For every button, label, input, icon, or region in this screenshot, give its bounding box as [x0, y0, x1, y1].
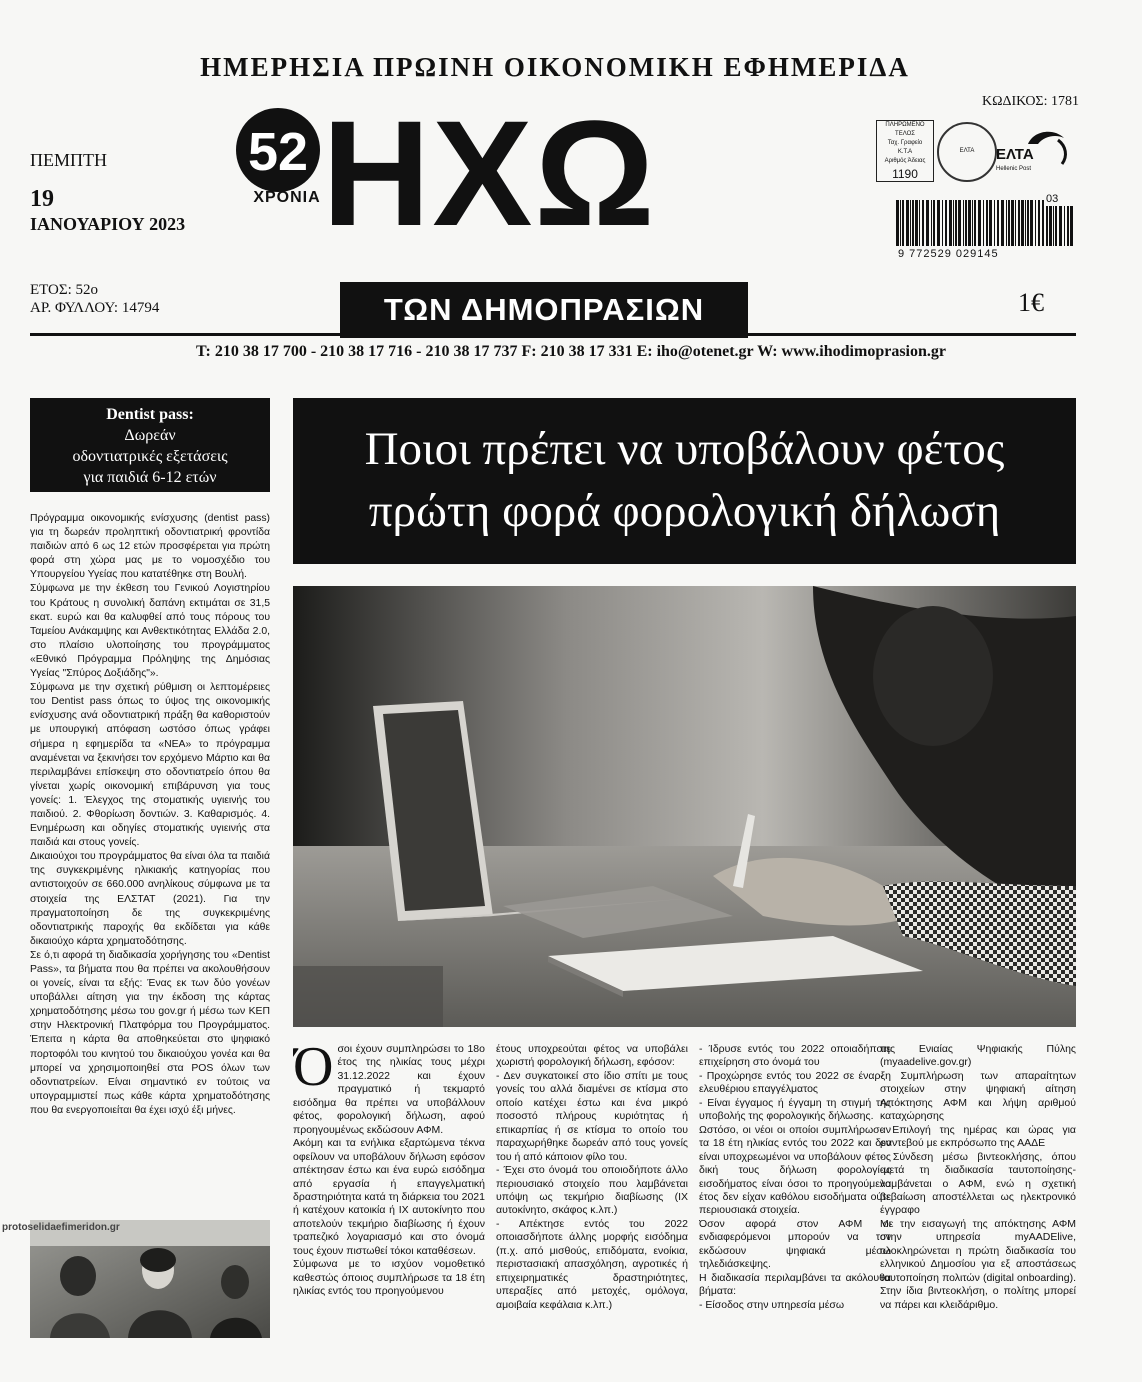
stamp-line: Αριθμός Άδειας	[884, 158, 926, 164]
badge-number: 52	[247, 122, 309, 182]
elta-logo-text: ΕΛΤΑ	[996, 146, 1034, 163]
article-paragraph: - Ίδρυσε εντός του 2022 οποιαδήποτε επιχείρηση στο όνομά του	[699, 1043, 891, 1069]
sidebar-paragraph: Σε ό,τι αφορά τη διαδικασία χορήγησης του «Dentist Pass», τα βήματα που θα πρέπει να ακολουθήσουν οι γονείς, είναι τα εξής: Ένας εκ των δύο γονέων υποβάλλει αίτηση για την έκδοση της κάρτας χρηματοδότησης μέσω του gov.gr ή μέσω των ΚΕΠ στην Ηλεκτρονική Πλατφόρμα του Προγράμματος. Έπειτα η κάρτα θα αποθηκεύεται στο ψηφιακό πορτοφόλι του κινητού του δικαιούχου γονέα και θα μπορεί να χρησιμοποιηθεί στα POS όλων των οδοντιατρείων. Είναι σημαντικό εν τούτοις να υπογραμμιστεί πως κάθε κάρτα χρηματοδότησης που θα ενεργοποιείται θα έχει ισχύ έξι μήνες.	[30, 949, 270, 1116]
article-paragraph: έτους υποχρεούται φέτος να υποβάλει χωριστή φορολογική δήλωση, εφόσον:	[496, 1043, 688, 1069]
article-column-2	[496, 1043, 688, 1353]
tagline: ΗΜΕΡΗΣΙΑ ΠΡΩΙΝΗ ΟΙΚΟΝΟΜΙΚΗ ΕΦΗΜΕΡΙΔΑ	[200, 52, 910, 82]
year-line: ΕΤΟΣ: 52ο	[30, 282, 99, 298]
article-paragraph: - Δεν συγκατοικεί στο ίδιο σπίτι με τους γονείς του αλλά διαμένει σε κτίσμα στο οποίο κατέχει έστω και ένα μικρό ποσοστό πλήρους κυριότητας ή επικαρπίας ή σε κτίσμα το οποίο του παραχωρήθηκε δωρεάν από τους γονείς του ή από κάποιον φίλο του.	[496, 1069, 688, 1163]
article-paragraph: Ωστόσο, οι νέοι οι οποίοι συμπλήρωσαν τα 18 έτη ηλικίας εντός του 2022 και δεν είναι υποχρεωμένοι να υποβάλουν φέτος δική τους δήλωση φορολογίας εισοδήματος είναι όσοι το προηγούμενο έτος δεν είχαν καθόλου εισοδήματα ούτε περιουσιακά στοιχεία.	[699, 1123, 891, 1217]
sidebar-subtitle-line: για παιδιά 6-12 ετών	[83, 469, 217, 486]
article-paragraph: - Επιλογή της ημέρας και ώρας για ραντεβού με εκπρόσωπο της ΑΑΔΕ	[880, 1123, 1076, 1150]
product-code: ΚΩΔΙΚΟΣ: 1781	[982, 94, 1079, 109]
headline-line: πρώτη φορά φορολογική δήλωση	[368, 485, 1001, 537]
article-paragraph: - Είσοδος στην υπηρεσία μέσω	[699, 1298, 845, 1311]
masthead-title[interactable]: ΗΧΩ	[322, 89, 657, 257]
headline-line: Ποιοι πρέπει να υποβάλουν φέτος	[364, 423, 1005, 475]
postmark-stamp: ΕΛΤΑ	[937, 122, 997, 182]
article-paragraph: - Σύνδεση μέσω βιντεοκλήσης, όπου -μετά τη διαδικασία ταυτοποίησης- λαμβάνεται ο ΑΦΜ, ενώ η σχετική βεβαίωση αποστέλλεται ως ηλεκτρονικό έγγραφο	[880, 1150, 1076, 1217]
month-year: ΙΑΝΟΥΑΡΙΟΥ 2023	[30, 214, 186, 234]
stamp-line: ΠΛΗΡΩΜΕΝΟ	[885, 122, 925, 128]
article-paragraph: - Είναι έγγαμος ή έγγαμη τη στιγμή της υποβολής της φορολογικής δήλωσης.	[699, 1096, 891, 1123]
article-paragraph: Η διαδικασία περιλαμβάνει τα ακόλουθα βήματα:	[699, 1271, 891, 1298]
paid-postage-stamp	[876, 120, 934, 182]
article-column-4	[880, 1043, 1076, 1353]
stamp-line: Ταχ. Γραφείο	[887, 140, 923, 146]
sidebar-article	[30, 512, 270, 1318]
article-paragraph: Όσον αφορά στον ΑΦΜ οι ενδιαφερόμενοι μπορούν να τον εκδώσουν ψηφιακά μέσω τηλεδιάσκεψης.	[699, 1217, 891, 1271]
sidebar-photo-children	[30, 1220, 270, 1338]
article-paragraph: Σύμφωνα με το ισχύον νομοθετικό καθεστώς όποιος συμπλήρωσε τα 18 έτη ηλικίας εντός του προηγούμενου	[293, 1258, 485, 1298]
masthead-subtitle: ΤΩΝ ΔΗΜΟΠΡΑΣΙΩΝ	[340, 282, 748, 338]
article-paragraph: - Απέκτησε εντός του 2022 οποιασδήποτε άλλης μορφής εισόδημα (π.χ. από μισθούς, επιδόματα, ενοίκια, περιστασιακή απασχόληση, αγροτικές ή επιχειρηματικές δραστηριότητες, υπεραξίες από μετοχές, ομόλογα, αμοιβαία κεφάλαια κ.λπ.)	[496, 1217, 688, 1311]
sidebar-paragraph: Δικαιούχοι του προγράμματος θα είναι όλα τα παιδιά της συγκεκριμένης ηλικιακής κατηγορίας που αντιστοιχούν σε 660.000 ανηλίκους σύμφωνα με τα στοιχεία της ΕΛΣΤΑΤ (2021). Για την πραγματοποίηση δε της συγκεκριμένης οδοντιατρικής παροχής θα εκδίδεται για κάθε δικαιούχο κάρτα χρηματοδότησης.	[30, 851, 270, 947]
stamp-line: ΤΕΛΟΣ	[895, 131, 915, 137]
article-paragraph: σοι έχουν συμπληρώσει το 18ο έτος της ηλικίας τους μέχρι 31.12.2022 και έχουν πραγματικό ή τεκμαρτό εισόδημα θα πρέπει να υποβάλλουν φέτος, φορολογική δήλωση, αφού προηγουμένως εκδώσουν ΑΦΜ.	[293, 1043, 485, 1136]
article-paragraph: Ακόμη και τα ενήλικα εξαρτώμενα τέκνα οφείλουν να υποβάλουν δήλωση εφόσον απέκτησαν έστω και ένα ευρώ εισόδημα από εργασία ή επαγγελματική δραστηριότητα κατά τη διάρκεια του 2021 ή κατέχουν κατοικία ή ΙΧ αυτοκίνητο που αποτελούν τεκμήριο διαβίωσης ή έχουν τραπεζικό λογαριασμό και στο όνομά τους έχουν πιστωθεί τόκοι καταθέσεων.	[293, 1137, 485, 1257]
price: 1€	[1018, 288, 1044, 317]
sidebar-title: Dentist pass:	[106, 406, 194, 423]
sidebar-paragraph: Πρόγραμμα οικονομικής ενίσχυσης (dentist pass) για τη δωρεάν προληπτική οδοντιατρική φροντίδα παιδιών από 6 ως 12 ετών προσφέρεται για πρώτη φορά στη χώρα μας με το νομοσχέδιο του Υπουργείου Υγείας που κατατέθηκε στη Βουλή.	[30, 513, 270, 581]
article-column-1	[293, 1043, 485, 1353]
stamp-number: 1190	[892, 167, 918, 181]
sidebar-title-box	[30, 398, 270, 492]
weekday: ΠΕΜΠΤΗ	[30, 150, 107, 170]
sidebar-paragraph: Σύμφωνα με την έκθεση του Γενικού Λογιστηρίου του Κράτους η συνολική δαπάνη εκτιμάται σε 31,5 εκατ. ευρώ και θα καλυφθεί από τους πόρους του Ταμείου Ανάκαμψης και Ανθεκτικότητας Ελλάδα 2.0, στο πλαίσιο υλοποίησης του προγράμματος «Εθνικό Πρόγραμμα Πρόληψης της Δημόσιας Υγείας "Σπύρος Δοξιάδης"».	[30, 583, 270, 680]
header-rule	[30, 333, 1076, 336]
article-paragraph: - Προχώρησε εντός του 2022 σε έναρξη ελευθέριου επαγγέλματος	[699, 1069, 891, 1096]
article-column-3	[699, 1043, 891, 1353]
sidebar-paragraph: Σύμφωνα με την σχετική ρύθμιση οι λεπτομέρειες του Dentist pass όπως το ύψος της οικονομικής ενίσχυσης ανά οδοντιατρική πράξη θα καθοριστούν με υπουργική απόφαση ωστόσο όπως γράφει σήμερα η εφημερίδα τα «ΝΕΑ» το πρόγραμμα αναμένεται να ξεκινήσει τον ερχόμενο Μάρτιο και θα περιλαμβάνει επίσκεψη στο οδοντιατρείο όπου θα γίνεται χωρίς οικονομική επιβάρυνση για τους γονείς: 1. Έλεγχος της στοματικής υγιεινής του παιδιού. 2. Φθορίωση δοντιών. 3. Καθαρισμός. 4. Ενημέρωση και οδηγίες στοματικής υγιεινής στα παιδιά και στους γονείς.	[30, 682, 270, 849]
elta-subtext: Hellenic Post	[996, 166, 1032, 172]
barcode-addon	[1046, 206, 1074, 246]
drop-cap: Ό	[293, 1043, 334, 1098]
issue-line: ΑΡ. ΦΥΛΛΟΥ: 14794	[30, 300, 160, 316]
article-paragraph: της Ενιαίας Ψηφιακής Πύλης (myaadelive.gov.gr)	[880, 1043, 1076, 1069]
article-paragraph: Με την εισαγωγή της απόκτησης ΑΦΜ στην υπηρεσία myAADElive, ολοκληρώνεται η πρώτη διαδικασία του ελληνικού Δημοσίου για εξ αποστάσεως ταυτοποίηση πολιτών (digital onboarding). Στην ίδια βιντεοκλήση, ο πολίτης μπορεί να πάρει και κλειδάριθμο.	[880, 1217, 1076, 1311]
stamp-line: Κ.Τ.Α	[897, 149, 913, 155]
article-paragraph: - Έχει στο όνομά του οποιοδήποτε άλλο περιουσιακό στοιχείο που λαμβάνεται υπόψη ως τεκμήριο διαβίωσης (ΙΧ αυτοκίνητο, σκάφος κ.λπ.)	[496, 1164, 688, 1217]
contact-line[interactable]: T: 210 38 17 700 - 210 38 17 716 - 210 38 17 737 F: 210 38 17 331 E: iho@otenet.gr W: www.ihodimoprasion.gr	[196, 343, 946, 360]
day-number: 19	[30, 186, 54, 212]
article-paragraph: - Συμπλήρωση των απαραίτητων στοιχείων στην ψηφιακή αίτηση Απόκτησης ΑΦΜ και λήψη αριθμού καταχώρησης	[880, 1069, 1076, 1123]
sidebar-subtitle-line: Δωρεάν	[124, 427, 176, 444]
anniversary-badge	[232, 106, 324, 198]
watermark: protoselidaefimeridon.gr	[2, 1222, 120, 1233]
badge-text: ΧΡΟΝΙΑ	[253, 189, 321, 206]
main-photo-writing	[293, 586, 1076, 1027]
barcode-addon-number: 03	[1046, 193, 1059, 205]
sidebar-subtitle-line: οδοντιατρικές εξετάσεις	[72, 448, 228, 465]
main-headline[interactable]	[293, 398, 1076, 564]
barcode-number: 9 772529 029145	[898, 248, 999, 260]
barcode	[896, 200, 1044, 246]
